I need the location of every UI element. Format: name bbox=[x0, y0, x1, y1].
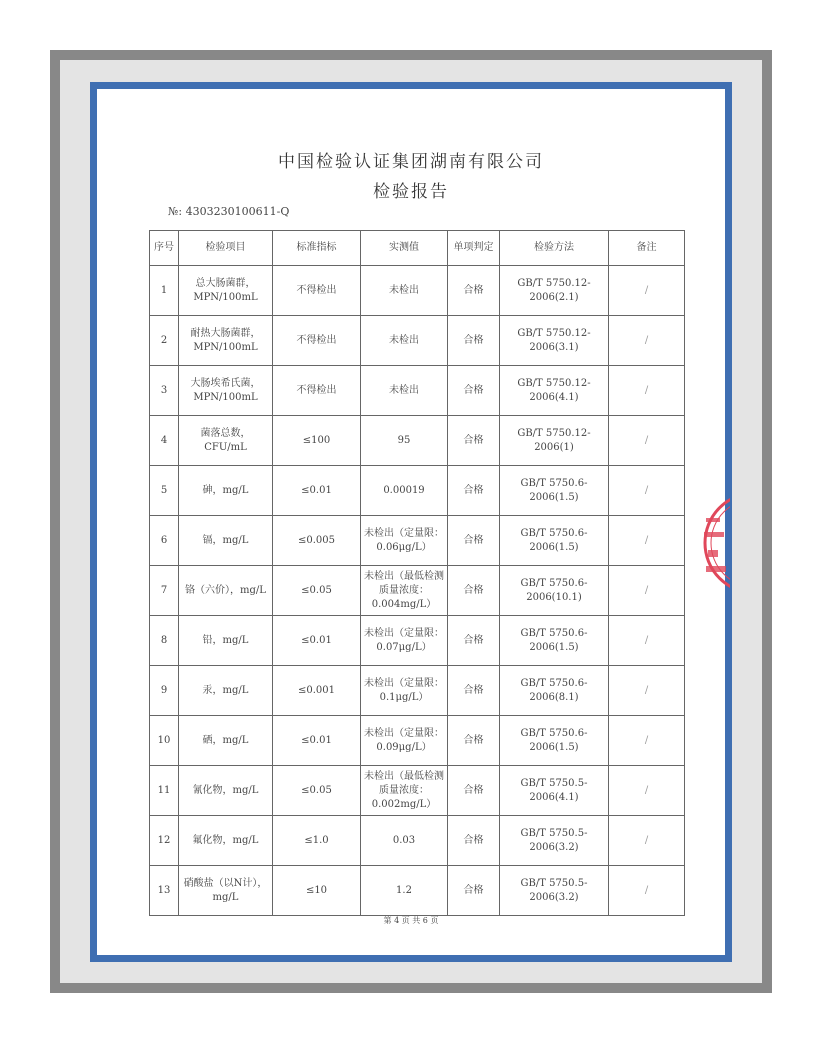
cell-measured: 95 bbox=[361, 416, 448, 466]
cell-method: GB/T 5750.6-2006(8.1) bbox=[500, 666, 609, 716]
table-row bbox=[150, 666, 685, 716]
header-item: 检验项目 bbox=[179, 231, 273, 266]
cell-no: 6 bbox=[150, 516, 179, 566]
cell-measured: 未检出（最低检测质量浓度：0.004mg/L） bbox=[361, 566, 448, 616]
cell-judgment: 合格 bbox=[448, 366, 500, 416]
table-row bbox=[150, 866, 685, 916]
table-header-row bbox=[150, 231, 685, 266]
cell-method: GB/T 5750.12-2006(4.1) bbox=[500, 366, 609, 416]
cell-standard: 不得检出 bbox=[273, 266, 361, 316]
cell-judgment: 合格 bbox=[448, 816, 500, 866]
cell-remark: / bbox=[609, 266, 685, 316]
cell-judgment: 合格 bbox=[448, 616, 500, 666]
cell-standard: ≤0.01 bbox=[273, 466, 361, 516]
cell-item: 氰化物，mg/L bbox=[179, 766, 273, 816]
cell-remark: / bbox=[609, 866, 685, 916]
cell-no: 5 bbox=[150, 466, 179, 516]
cell-judgment: 合格 bbox=[448, 716, 500, 766]
table-row bbox=[150, 566, 685, 616]
cell-judgment: 合格 bbox=[448, 516, 500, 566]
cell-remark: / bbox=[609, 516, 685, 566]
inspection-table bbox=[149, 230, 685, 916]
table-row bbox=[150, 366, 685, 416]
red-seal-stamp bbox=[700, 488, 730, 598]
cell-no: 10 bbox=[150, 716, 179, 766]
header-measured: 实测值 bbox=[361, 231, 448, 266]
cell-no: 12 bbox=[150, 816, 179, 866]
cell-no: 11 bbox=[150, 766, 179, 816]
cell-standard: 不得检出 bbox=[273, 316, 361, 366]
cell-item: 大肠埃希氏菌，MPN/100mL bbox=[179, 366, 273, 416]
cell-item: 铬（六价），mg/L bbox=[179, 566, 273, 616]
cell-item: 氟化物，mg/L bbox=[179, 816, 273, 866]
cell-measured: 未检出（定量限：0.1μg/L） bbox=[361, 666, 448, 716]
cell-item: 镉，mg/L bbox=[179, 516, 273, 566]
table-row bbox=[150, 266, 685, 316]
cell-remark: / bbox=[609, 816, 685, 866]
cell-no: 7 bbox=[150, 566, 179, 616]
cell-no: 8 bbox=[150, 616, 179, 666]
cell-standard: 不得检出 bbox=[273, 366, 361, 416]
cell-method: GB/T 5750.6-2006(10.1) bbox=[500, 566, 609, 616]
report-page bbox=[97, 89, 725, 955]
cell-measured: 未检出 bbox=[361, 366, 448, 416]
cell-standard: ≤1.0 bbox=[273, 816, 361, 866]
cell-item: 菌落总数，CFU/mL bbox=[179, 416, 273, 466]
cell-no: 13 bbox=[150, 866, 179, 916]
cell-measured: 0.00019 bbox=[361, 466, 448, 516]
cell-item: 硝酸盐（以N计），mg/L bbox=[179, 866, 273, 916]
cell-measured: 未检出（最低检测质量浓度：0.002mg/L） bbox=[361, 766, 448, 816]
cell-remark: / bbox=[609, 666, 685, 716]
table-row bbox=[150, 766, 685, 816]
cell-judgment: 合格 bbox=[448, 666, 500, 716]
cell-measured: 未检出 bbox=[361, 266, 448, 316]
cell-remark: / bbox=[609, 316, 685, 366]
seal-graphic bbox=[700, 488, 730, 598]
cell-judgment: 合格 bbox=[448, 316, 500, 366]
report-number-value: 4303230100611-Q bbox=[185, 205, 290, 218]
header-method: 检验方法 bbox=[500, 231, 609, 266]
cell-item: 砷，mg/L bbox=[179, 466, 273, 516]
cell-remark: / bbox=[609, 616, 685, 666]
cell-no: 2 bbox=[150, 316, 179, 366]
header-no: 序号 bbox=[150, 231, 179, 266]
cell-method: GB/T 5750.6-2006(1.5) bbox=[500, 466, 609, 516]
cell-measured: 未检出（定量限：0.09μg/L） bbox=[361, 716, 448, 766]
cell-item: 汞，mg/L bbox=[179, 666, 273, 716]
table-row bbox=[150, 466, 685, 516]
cell-method: GB/T 5750.12-2006(1) bbox=[500, 416, 609, 466]
cell-item: 耐热大肠菌群，MPN/100mL bbox=[179, 316, 273, 366]
cell-item: 铅，mg/L bbox=[179, 616, 273, 666]
cell-standard: ≤0.005 bbox=[273, 516, 361, 566]
cell-standard: ≤100 bbox=[273, 416, 361, 466]
cell-remark: / bbox=[609, 416, 685, 466]
cell-remark: / bbox=[609, 566, 685, 616]
cell-item: 总大肠菌群，MPN/100mL bbox=[179, 266, 273, 316]
cell-standard: ≤10 bbox=[273, 866, 361, 916]
table-row bbox=[150, 416, 685, 466]
cell-method: GB/T 5750.12-2006(3.1) bbox=[500, 316, 609, 366]
page-footer: 第 4 页 共 6 页 bbox=[383, 916, 439, 925]
cell-method: GB/T 5750.6-2006(1.5) bbox=[500, 516, 609, 566]
cell-judgment: 合格 bbox=[448, 566, 500, 616]
cell-standard: ≤0.01 bbox=[273, 616, 361, 666]
table-row bbox=[150, 816, 685, 866]
table-row bbox=[150, 516, 685, 566]
header-standard: 标准指标 bbox=[273, 231, 361, 266]
cell-judgment: 合格 bbox=[448, 766, 500, 816]
header-judgment: 单项判定 bbox=[448, 231, 500, 266]
cell-remark: / bbox=[609, 366, 685, 416]
report-number bbox=[168, 205, 289, 218]
cell-measured: 0.03 bbox=[361, 816, 448, 866]
cell-method: GB/T 5750.6-2006(1.5) bbox=[500, 616, 609, 666]
table-row bbox=[150, 716, 685, 766]
company-name: 中国检验认证集团湖南有限公司 bbox=[278, 152, 544, 172]
cell-judgment: 合格 bbox=[448, 416, 500, 466]
cell-no: 4 bbox=[150, 416, 179, 466]
cell-no: 9 bbox=[150, 666, 179, 716]
cell-method: GB/T 5750.5-2006(4.1) bbox=[500, 766, 609, 816]
cell-method: GB/T 5750.5-2006(3.2) bbox=[500, 816, 609, 866]
cell-no: 3 bbox=[150, 366, 179, 416]
cell-remark: / bbox=[609, 466, 685, 516]
cell-judgment: 合格 bbox=[448, 866, 500, 916]
cell-measured: 未检出（定量限：0.07μg/L） bbox=[361, 616, 448, 666]
cell-judgment: 合格 bbox=[448, 466, 500, 516]
cell-remark: / bbox=[609, 716, 685, 766]
cell-standard: ≤0.01 bbox=[273, 716, 361, 766]
cell-standard: ≤0.05 bbox=[273, 566, 361, 616]
cell-method: GB/T 5750.5-2006(3.2) bbox=[500, 866, 609, 916]
cell-judgment: 合格 bbox=[448, 266, 500, 316]
cell-measured: 未检出（定量限：0.06μg/L） bbox=[361, 516, 448, 566]
cell-standard: ≤0.001 bbox=[273, 666, 361, 716]
cell-standard: ≤0.05 bbox=[273, 766, 361, 816]
cell-item: 硒，mg/L bbox=[179, 716, 273, 766]
cell-remark: / bbox=[609, 766, 685, 816]
cell-measured: 1.2 bbox=[361, 866, 448, 916]
table-row bbox=[150, 316, 685, 366]
table-row bbox=[150, 616, 685, 666]
cell-method: GB/T 5750.6-2006(1.5) bbox=[500, 716, 609, 766]
cell-no: 1 bbox=[150, 266, 179, 316]
cell-method: GB/T 5750.12-2006(2.1) bbox=[500, 266, 609, 316]
header-remark: 备注 bbox=[609, 231, 685, 266]
report-title: 检验报告 bbox=[373, 182, 449, 202]
report-number-label: №: bbox=[168, 205, 183, 218]
cell-measured: 未检出 bbox=[361, 316, 448, 366]
